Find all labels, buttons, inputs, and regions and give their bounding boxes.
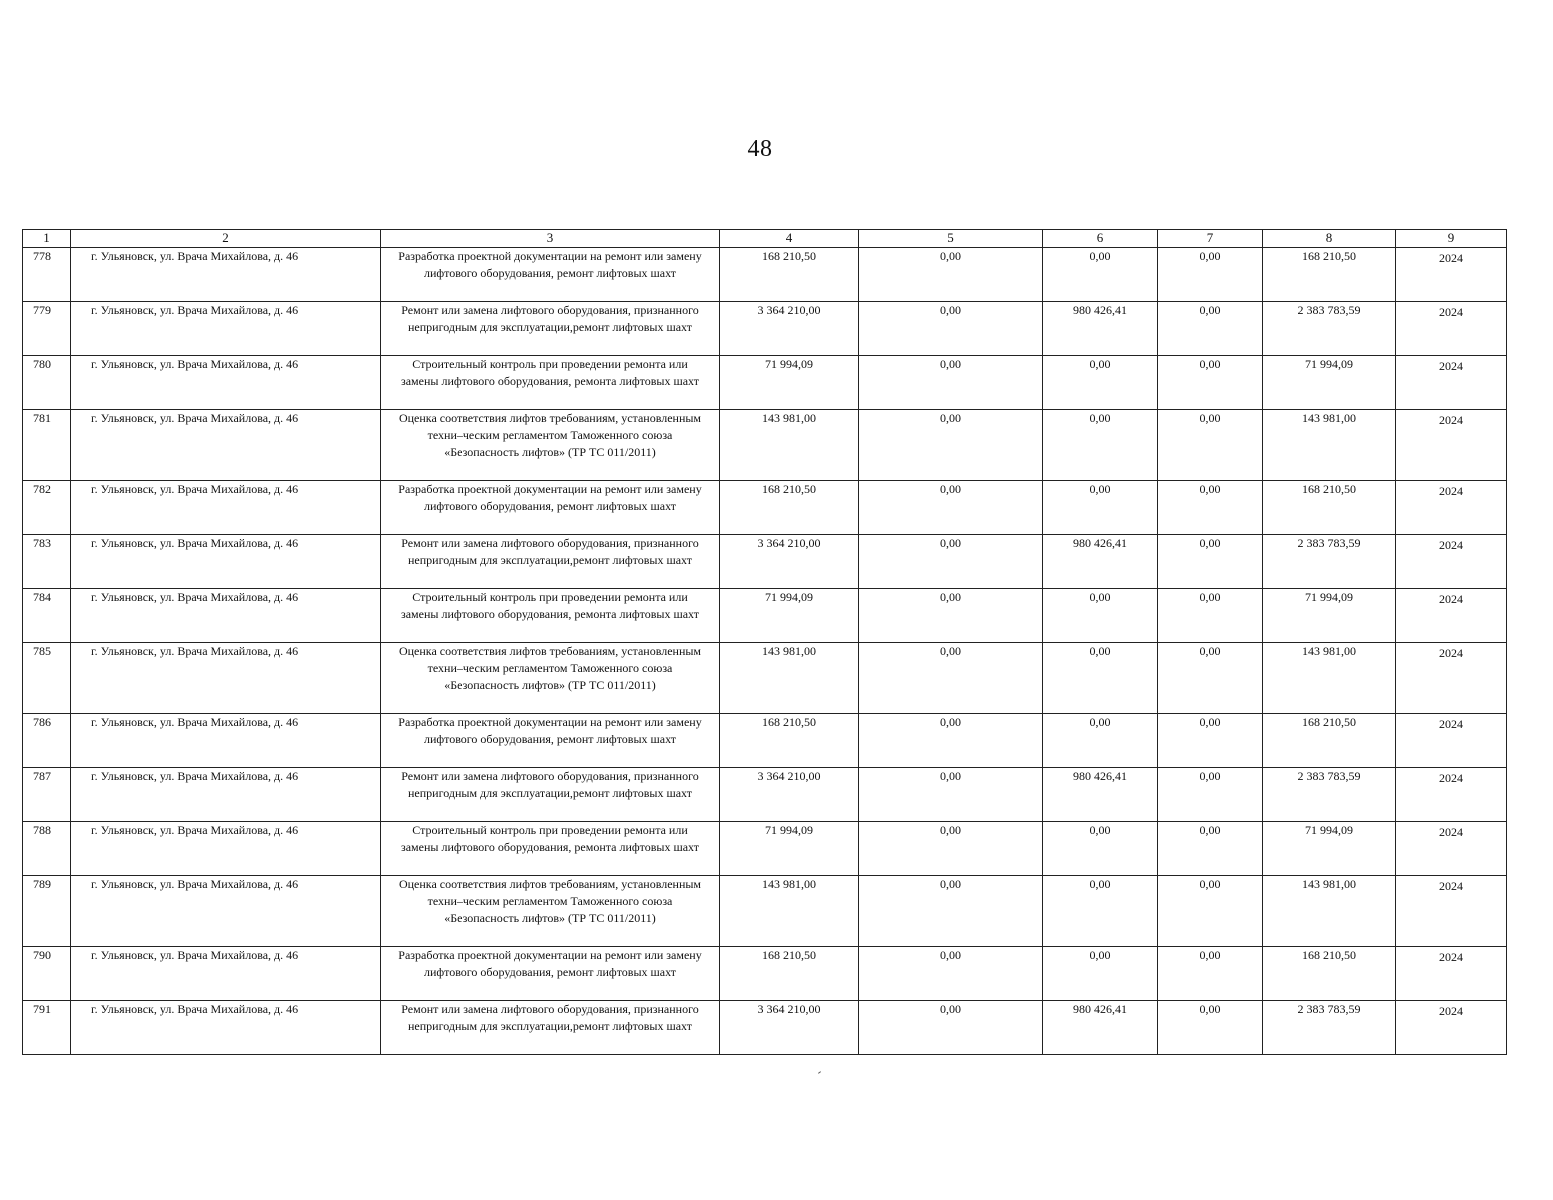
work-type-cell: Разработка проектной документации на ремонт или замену лифтового оборудования, ремонт лифтовых шахт (381, 947, 720, 1001)
header-row (23, 230, 1507, 248)
header-col-2: 2 (71, 230, 381, 248)
row-number: 781 (23, 410, 71, 481)
col8-value-cell: 143 981,00 (1263, 876, 1396, 947)
row-number: 780 (23, 356, 71, 410)
table-row (23, 876, 1507, 947)
total-cost-cell: 143 981,00 (720, 876, 859, 947)
col6-value-cell: 0,00 (1043, 714, 1158, 768)
row-number: 790 (23, 947, 71, 1001)
row-number: 786 (23, 714, 71, 768)
table-row (23, 714, 1507, 768)
table-row (23, 822, 1507, 876)
address-cell: г. Ульяновск, ул. Врача Михайлова, д. 46 (71, 947, 381, 1001)
total-cost-cell: 168 210,50 (720, 248, 859, 302)
col5-value-cell: 0,00 (859, 768, 1043, 822)
work-type-cell: Ремонт или замена лифтового оборудования, признанного непригодным для эксплуатации,ремонт лифтовых шахт (381, 535, 720, 589)
row-number: 789 (23, 876, 71, 947)
year-cell: 2024 (1396, 589, 1507, 643)
row-number: 785 (23, 643, 71, 714)
row-number: 787 (23, 768, 71, 822)
year-cell: 2024 (1396, 876, 1507, 947)
address-cell: г. Ульяновск, ул. Врача Михайлова, д. 46 (71, 410, 381, 481)
col6-value-cell: 980 426,41 (1043, 302, 1158, 356)
col7-value-cell: 0,00 (1158, 643, 1263, 714)
col6-value-cell: 0,00 (1043, 876, 1158, 947)
work-type-cell: Оценка соответствия лифтов требованиям, установленным техни–ческим регламентом Таможенного союза «Безопасность лифтов» (ТР ТС 011/2011) (381, 410, 720, 481)
total-cost-cell: 71 994,09 (720, 589, 859, 643)
col7-value-cell: 0,00 (1158, 822, 1263, 876)
table-row (23, 947, 1507, 1001)
col5-value-cell: 0,00 (859, 876, 1043, 947)
work-type-cell: Разработка проектной документации на ремонт или замену лифтового оборудования, ремонт лифтовых шахт (381, 714, 720, 768)
row-number: 784 (23, 589, 71, 643)
col8-value-cell: 168 210,50 (1263, 481, 1396, 535)
header-col-3: 3 (381, 230, 720, 248)
year-cell: 2024 (1396, 643, 1507, 714)
address-cell: г. Ульяновск, ул. Врача Михайлова, д. 46 (71, 822, 381, 876)
total-cost-cell: 143 981,00 (720, 410, 859, 481)
col6-value-cell: 980 426,41 (1043, 768, 1158, 822)
work-type-cell: Строительный контроль при проведении ремонта или замены лифтового оборудования, ремонта лифтовых шахт (381, 822, 720, 876)
col7-value-cell: 0,00 (1158, 876, 1263, 947)
address-cell: г. Ульяновск, ул. Врача Михайлова, д. 46 (71, 714, 381, 768)
table-row (23, 302, 1507, 356)
row-number: 788 (23, 822, 71, 876)
col5-value-cell: 0,00 (859, 589, 1043, 643)
year-cell: 2024 (1396, 1001, 1507, 1055)
total-cost-cell: 143 981,00 (720, 643, 859, 714)
total-cost-cell: 3 364 210,00 (720, 535, 859, 589)
col6-value-cell: 980 426,41 (1043, 535, 1158, 589)
col7-value-cell: 0,00 (1158, 589, 1263, 643)
work-type-cell: Строительный контроль при проведении ремонта или замены лифтового оборудования, ремонта лифтовых шахт (381, 589, 720, 643)
col6-value-cell: 0,00 (1043, 822, 1158, 876)
scan-speck (818, 1071, 821, 1074)
total-cost-cell: 3 364 210,00 (720, 302, 859, 356)
col7-value-cell: 0,00 (1158, 1001, 1263, 1055)
work-type-cell: Оценка соответствия лифтов требованиям, установленным техни–ческим регламентом Таможенного союза «Безопасность лифтов» (ТР ТС 011/2011) (381, 876, 720, 947)
col7-value-cell: 0,00 (1158, 356, 1263, 410)
col8-value-cell: 143 981,00 (1263, 410, 1396, 481)
page-number: 48 (747, 136, 773, 162)
work-type-cell: Разработка проектной документации на ремонт или замену лифтового оборудования, ремонт лифтовых шахт (381, 481, 720, 535)
col5-value-cell: 0,00 (859, 1001, 1043, 1055)
col5-value-cell: 0,00 (859, 302, 1043, 356)
col6-value-cell: 0,00 (1043, 248, 1158, 302)
header-col-8: 8 (1263, 230, 1396, 248)
col5-value-cell: 0,00 (859, 947, 1043, 1001)
col8-value-cell: 71 994,09 (1263, 356, 1396, 410)
work-type-cell: Оценка соответствия лифтов требованиям, установленным техни–ческим регламентом Таможенного союза «Безопасность лифтов» (ТР ТС 011/2011) (381, 643, 720, 714)
col5-value-cell: 0,00 (859, 481, 1043, 535)
year-cell: 2024 (1396, 356, 1507, 410)
col5-value-cell: 0,00 (859, 535, 1043, 589)
address-cell: г. Ульяновск, ул. Врача Михайлова, д. 46 (71, 768, 381, 822)
table-row (23, 481, 1507, 535)
year-cell: 2024 (1396, 822, 1507, 876)
col7-value-cell: 0,00 (1158, 481, 1263, 535)
header-col-6: 6 (1043, 230, 1158, 248)
table-row (23, 248, 1507, 302)
col8-value-cell: 71 994,09 (1263, 822, 1396, 876)
year-cell: 2024 (1396, 947, 1507, 1001)
total-cost-cell: 168 210,50 (720, 481, 859, 535)
year-cell: 2024 (1396, 714, 1507, 768)
col6-value-cell: 0,00 (1043, 589, 1158, 643)
year-cell: 2024 (1396, 535, 1507, 589)
col5-value-cell: 0,00 (859, 356, 1043, 410)
table-row (23, 410, 1507, 481)
year-cell: 2024 (1396, 302, 1507, 356)
col5-value-cell: 0,00 (859, 822, 1043, 876)
total-cost-cell: 71 994,09 (720, 356, 859, 410)
table-row (23, 535, 1507, 589)
col6-value-cell: 0,00 (1043, 356, 1158, 410)
col8-value-cell: 2 383 783,59 (1263, 302, 1396, 356)
row-number: 791 (23, 1001, 71, 1055)
col8-value-cell: 2 383 783,59 (1263, 1001, 1396, 1055)
col8-value-cell: 168 210,50 (1263, 248, 1396, 302)
year-cell: 2024 (1396, 481, 1507, 535)
col7-value-cell: 0,00 (1158, 768, 1263, 822)
col7-value-cell: 0,00 (1158, 248, 1263, 302)
col5-value-cell: 0,00 (859, 643, 1043, 714)
work-type-cell: Строительный контроль при проведении ремонта или замены лифтового оборудования, ремонта лифтовых шахт (381, 356, 720, 410)
col8-value-cell: 143 981,00 (1263, 643, 1396, 714)
col6-value-cell: 0,00 (1043, 481, 1158, 535)
address-cell: г. Ульяновск, ул. Врача Михайлова, д. 46 (71, 1001, 381, 1055)
col7-value-cell: 0,00 (1158, 947, 1263, 1001)
col6-value-cell: 0,00 (1043, 643, 1158, 714)
col5-value-cell: 0,00 (859, 248, 1043, 302)
col7-value-cell: 0,00 (1158, 714, 1263, 768)
row-number: 782 (23, 481, 71, 535)
table-body (23, 248, 1507, 1055)
row-number: 779 (23, 302, 71, 356)
table-row (23, 643, 1507, 714)
col8-value-cell: 71 994,09 (1263, 589, 1396, 643)
table-header (23, 230, 1507, 248)
year-cell: 2024 (1396, 410, 1507, 481)
total-cost-cell: 71 994,09 (720, 822, 859, 876)
address-cell: г. Ульяновск, ул. Врача Михайлова, д. 46 (71, 589, 381, 643)
work-type-cell: Разработка проектной документации на ремонт или замену лифтового оборудования, ремонт лифтовых шахт (381, 248, 720, 302)
table-row (23, 768, 1507, 822)
total-cost-cell: 168 210,50 (720, 714, 859, 768)
col7-value-cell: 0,00 (1158, 535, 1263, 589)
total-cost-cell: 3 364 210,00 (720, 1001, 859, 1055)
total-cost-cell: 168 210,50 (720, 947, 859, 1001)
table-row (23, 356, 1507, 410)
col7-value-cell: 0,00 (1158, 302, 1263, 356)
row-number: 778 (23, 248, 71, 302)
work-type-cell: Ремонт или замена лифтового оборудования, признанного непригодным для эксплуатации,ремонт лифтовых шахт (381, 768, 720, 822)
col6-value-cell: 0,00 (1043, 947, 1158, 1001)
header-col-1: 1 (23, 230, 71, 248)
address-cell: г. Ульяновск, ул. Врача Михайлова, д. 46 (71, 248, 381, 302)
repair-schedule-table (22, 229, 1507, 1055)
year-cell: 2024 (1396, 768, 1507, 822)
table-row (23, 1001, 1507, 1055)
col6-value-cell: 0,00 (1043, 410, 1158, 481)
col7-value-cell: 0,00 (1158, 410, 1263, 481)
address-cell: г. Ульяновск, ул. Врача Михайлова, д. 46 (71, 643, 381, 714)
col5-value-cell: 0,00 (859, 714, 1043, 768)
col6-value-cell: 980 426,41 (1043, 1001, 1158, 1055)
row-number: 783 (23, 535, 71, 589)
col8-value-cell: 168 210,50 (1263, 714, 1396, 768)
work-type-cell: Ремонт или замена лифтового оборудования, признанного непригодным для эксплуатации,ремонт лифтовых шахт (381, 1001, 720, 1055)
year-cell: 2024 (1396, 248, 1507, 302)
total-cost-cell: 3 364 210,00 (720, 768, 859, 822)
table-row (23, 589, 1507, 643)
header-col-7: 7 (1158, 230, 1263, 248)
address-cell: г. Ульяновск, ул. Врача Михайлова, д. 46 (71, 535, 381, 589)
address-cell: г. Ульяновск, ул. Врача Михайлова, д. 46 (71, 356, 381, 410)
address-cell: г. Ульяновск, ул. Врача Михайлова, д. 46 (71, 876, 381, 947)
header-col-5: 5 (859, 230, 1043, 248)
header-col-4: 4 (720, 230, 859, 248)
col8-value-cell: 2 383 783,59 (1263, 768, 1396, 822)
col5-value-cell: 0,00 (859, 410, 1043, 481)
col8-value-cell: 2 383 783,59 (1263, 535, 1396, 589)
address-cell: г. Ульяновск, ул. Врача Михайлова, д. 46 (71, 302, 381, 356)
col8-value-cell: 168 210,50 (1263, 947, 1396, 1001)
header-col-9: 9 (1396, 230, 1507, 248)
work-type-cell: Ремонт или замена лифтового оборудования, признанного непригодным для эксплуатации,ремонт лифтовых шахт (381, 302, 720, 356)
address-cell: г. Ульяновск, ул. Врача Михайлова, д. 46 (71, 481, 381, 535)
